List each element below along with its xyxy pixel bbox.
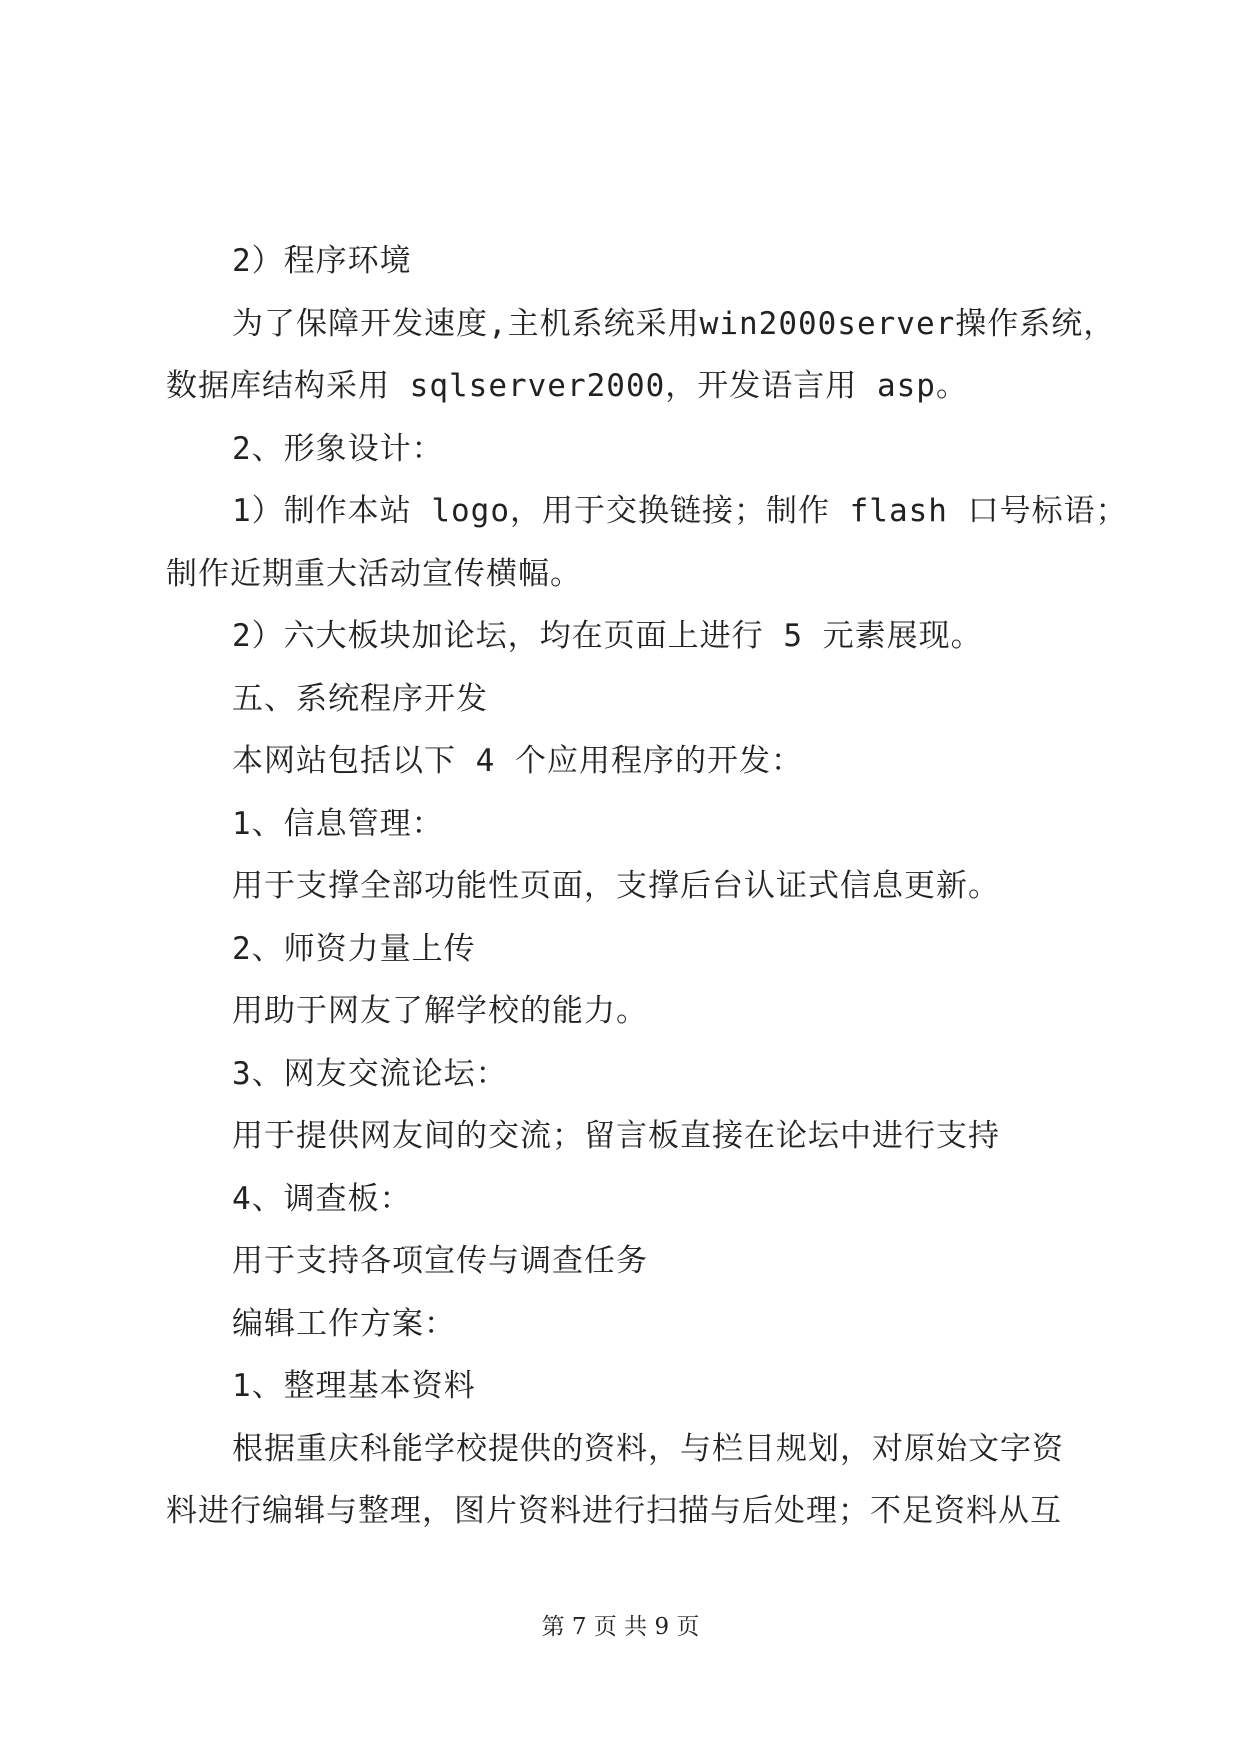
paragraph-line: 1）制作本站 logo，用于交换链接；制作 flash 口号标语； xyxy=(232,493,1128,529)
section-heading-system-dev: 五、系统程序开发 xyxy=(232,680,488,717)
paragraph-line: 料进行编辑与整理，图片资料进行扫描与后处理；不足资料从互 xyxy=(166,1493,1062,1529)
paragraph-line: 用于支持各项宣传与调查任务 xyxy=(232,1243,648,1279)
subheading-survey-board: 4、调查板： xyxy=(232,1180,412,1217)
subheading-faculty-upload: 2、师资力量上传 xyxy=(232,930,476,967)
paragraph-line: 用于提供网友间的交流；留言板直接在论坛中进行支持 xyxy=(232,1118,1000,1154)
subheading-image-design: 2、形象设计： xyxy=(232,430,444,467)
paragraph-line: 用助于网友了解学校的能力。 xyxy=(232,993,648,1029)
subheading-organize-materials: 1、整理基本资料 xyxy=(232,1368,476,1404)
subheading-info-management: 1、信息管理： xyxy=(232,805,444,842)
subheading-forum: 3、网友交流论坛： xyxy=(232,1055,508,1092)
subheading-editing-plan: 编辑工作方案： xyxy=(232,1305,456,1342)
paragraph-line: 根据重庆科能学校提供的资料，与栏目规划，对原始文字资 xyxy=(232,1430,1064,1467)
page-number-footer: 第 7 页 共 9 页 xyxy=(541,1614,700,1640)
paragraph-line: 为了保障开发速度,主机系统采用win2000server操作系统， xyxy=(232,305,1116,342)
subheading-program-environment: 2）程序环境 xyxy=(232,243,412,279)
paragraph-line: 制作近期重大活动宣传横幅。 xyxy=(166,555,582,592)
paragraph-line: 本网站包括以下 4 个应用程序的开发： xyxy=(232,743,803,779)
paragraph-line: 2）六大板块加论坛，均在页面上进行 5 元素展现。 xyxy=(232,618,983,654)
paragraph-line: 数据库结构采用 sqlserver2000，开发语言用 asp。 xyxy=(166,368,968,404)
paragraph-line: 用于支撑全部功能性页面，支撑后台认证式信息更新。 xyxy=(232,868,1000,904)
document-body xyxy=(166,230,1126,1543)
